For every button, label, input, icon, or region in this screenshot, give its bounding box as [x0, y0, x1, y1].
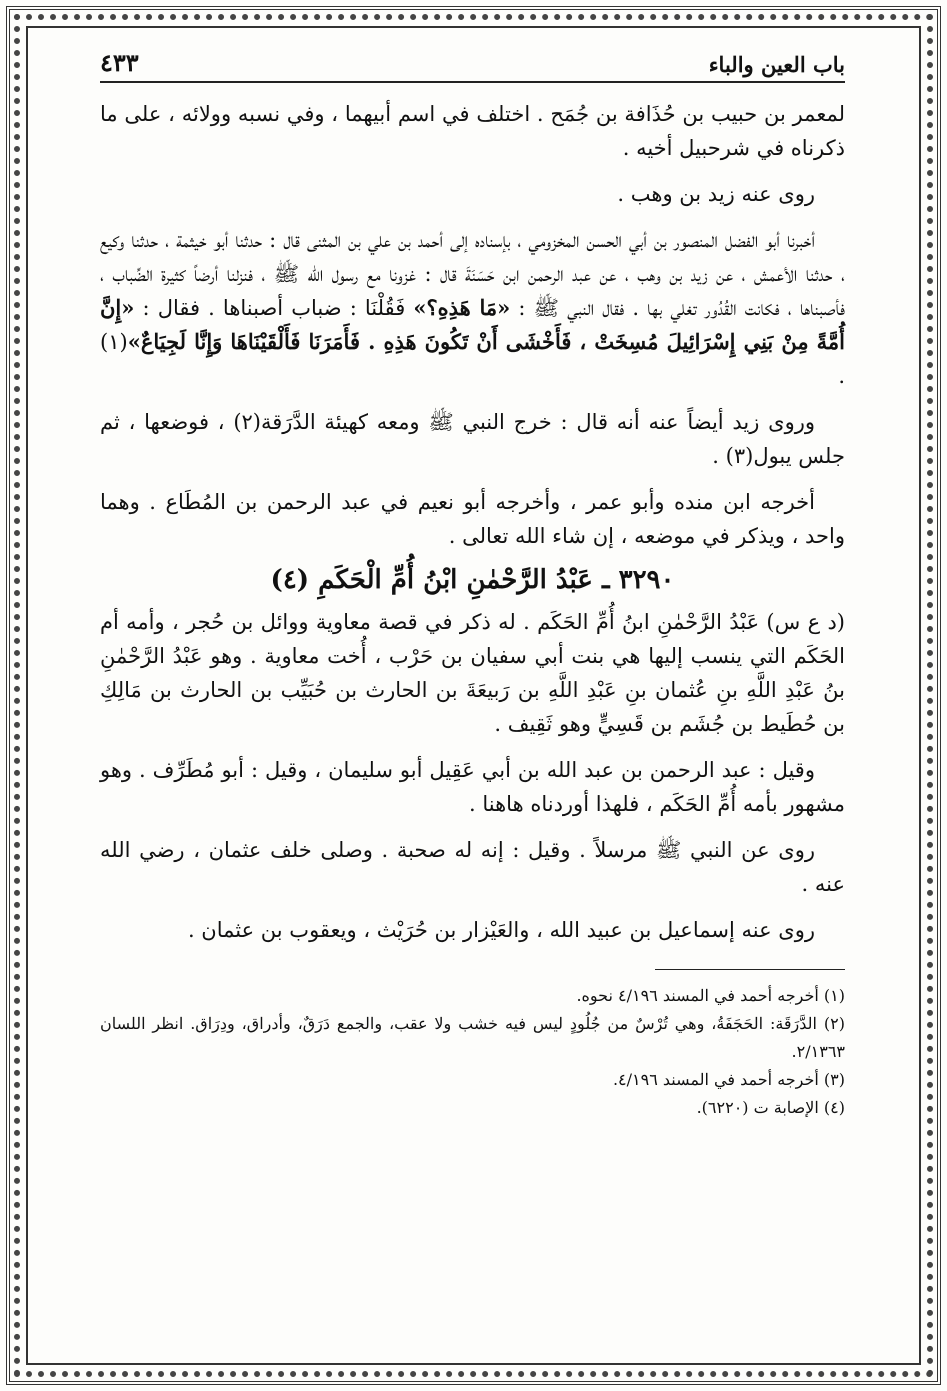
paragraph-9: روى عنه إسماعيل بن عبيد الله ، والعَيْزار بن حُرَيْث ، ويعقوب بن عثمان .: [187, 918, 815, 942]
footnote-3: (٣) أخرجه أحمد في المسند ٤/١٩٦.: [612, 1070, 845, 1089]
paragraph-8: روى عن النبي ﷺ مرسلاً . وقيل : إنه له صحبة . وصلى خلف عثمان ، رضي الله عنه .: [100, 838, 845, 896]
paragraph-6: (د ع س) عَبْدُ الرَّحْمٰنِ ابنُ أُمِّ الحَكَم . له ذكر في قصة معاوية ووائل بن حُجر ، وأمه أم الحَكَم التي ينسب إليها هي بنت أبي سفيان بن حَرْب ، أُخت معاوية . وهو عَبْدُ الرَّحْمٰنِ بنُ عَبْدِ اللَّهِ بنِ عُثمان بنِ عَبْدِ اللَّهِ بن رَبيعَةَ بن الحارث بن حُبَيِّب بن الحارث بن مَالِكِ بن حُطَيط بن جُشَم بن قَسِيٍّ وهو ثَقِيف .: [100, 610, 845, 736]
hadith-middle: فَقُلْنَا : ضباب أصبناها . فقال :: [134, 296, 414, 320]
footnote-divider: [655, 969, 845, 970]
page-number: ٤٣٣: [100, 48, 139, 77]
footnote-2: (٢) الدَّرَقَة: الحَجَفَةُ، وهي تُرْسٌ من جُلُودٍ ليس فيه خشب ولا عقب، والجمع دَرَقٌ، وأدراق، ودِرَاق. انظر اللسان ٢/١٣٦٣.: [100, 1014, 846, 1061]
footnote-ref-1: (١) .: [100, 330, 845, 388]
running-header: [100, 48, 845, 83]
footnote-1: (١) أخرجه أحمد في المسند ٤/١٩٦ نحوه.: [576, 986, 845, 1005]
hadith-quote-2: «إِنَّ أُمَّةً مِنْ بَنِي إِسْرَائِيلَ مُسِخَتْ ، فَأَخْشَى أَنْ تَكُونَ هَذِهِ . فَأَمَرَنَا فَأَلْقَيْنَاهَا وَإِنَّا لَجِيَاعٌ»: [100, 295, 845, 354]
paragraph-7: وقيل : عبد الرحمن بن عبد الله بن أبي عَقِيل أبو سليمان ، وقيل : أبو مُطَرِّف . وهو مشهور بأمه أُمِّ الحَكَم ، فلهذا أوردناه هاهنا .: [100, 758, 845, 816]
entry-heading: ٣٢٩٠ ـ عَبْدُ الرَّحْمٰنِ ابْنُ أُمِّ الْحَكَمِ (٤): [270, 565, 675, 595]
running-title: باب العين والباء: [708, 52, 845, 77]
footnote-4: (٤) الإصابة ت (٦٢٢٠).: [696, 1098, 845, 1117]
paragraph-4: وروى زيد أيضاً عنه أنه قال : خرج النبي ﷺ ومعه كهيئة الدَّرَقة(٢) ، فوضعها ، ثم جلس يبول(٣) .: [100, 410, 845, 468]
paragraph-2: روى عنه زيد بن وهب .: [617, 182, 815, 206]
paragraph-1: لمعمر بن حبيب بن حُذَافة بن جُمَح . اختلف في اسم أبيهما ، وفي نسبه وولائه ، على ما ذكرناه في شرحبيل أخيه .: [100, 102, 845, 160]
paragraph-5: أخرجه ابن منده وأبو عمر ، وأخرجه أبو نعيم في عبد الرحمن بن المُطَاع . وهما واحد ، ويذكر في موضعه ، إن شاء الله تعالى .: [100, 490, 845, 548]
hadith-isnad: أخبرنا أبو الفضل المنصور بن أبي الحسن المخزومي ، بإسناده إلى أحمد بن علي بن المثنى قال : حدثنا أبو خيثمة ، حدثنا وكيع ، حدثنا الأعمش ، عن زيد بن وهب ، عن عبد الرحمن ابن حَسَنَةَ قال : غزونا مع رسول الله ﷺ ، فنزلنا أرضاً كثيرة الضِّباب ، فأصبناها ، فكانت القُدُور تغلي بها . فقال النبي ﷺ :: [100, 228, 845, 320]
book-page: [100, 48, 845, 1122]
paragraph-3: [100, 223, 845, 393]
hadith-quote-1: «مَا هَذِهِ؟»: [413, 295, 511, 320]
